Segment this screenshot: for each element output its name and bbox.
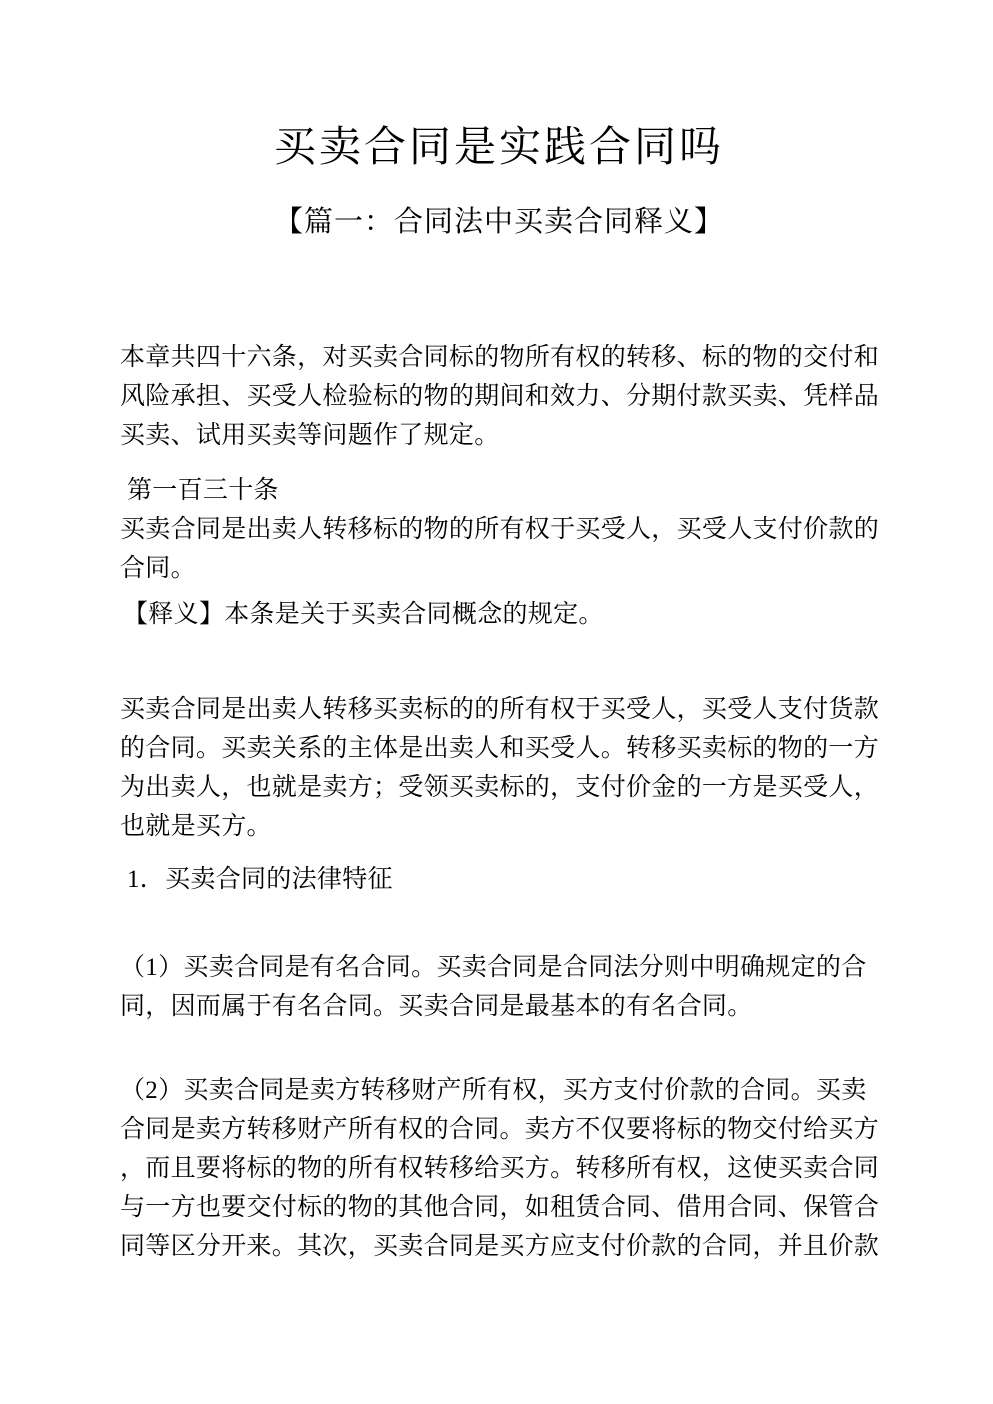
text-line: 买卖合同是出卖人转移标的物的所有权于买受人，买受人支付价款的 (120, 516, 880, 543)
text-line: 同，因而属于有名合同。买卖合同是最基本的有名合同。 (120, 993, 753, 1020)
text-line: 第一百三十条 (127, 477, 279, 504)
paragraph-intro (120, 338, 878, 455)
page-title: 买卖合同是实践合同吗 (273, 125, 724, 171)
text-line: 【释义】本条是关于买卖合同概念的规定。 (123, 601, 604, 628)
text-line: 本章共四十六条，对买卖合同标的物所有权的转移、标的物的交付和 (120, 344, 880, 371)
text-line: 买卖、试用买卖等问题作了规定。 (120, 422, 500, 449)
text-line: 与一方也要交付标的物的其他合同，如租赁合同、借用合同、保管合 (120, 1194, 880, 1221)
text-line: 风险承担、买受人检验标的物的期间和效力、分期付款买卖、凭样品 (120, 383, 880, 410)
paragraph-article-definition (120, 510, 878, 588)
text-line: 买卖合同是出卖人转移买卖标的的所有权于买受人，买受人支付货款 (120, 696, 880, 723)
section-heading (120, 860, 878, 899)
text-line: 合同是卖方转移财产所有权的合同。卖方不仅要将标的物交付给买方 (120, 1116, 880, 1143)
paragraph-feature-point-2 (120, 1071, 878, 1266)
text-line: 也就是买方。 (120, 813, 272, 840)
text-line: 合同。 (120, 555, 196, 582)
text-line: （1）买卖合同是有名合同。买卖合同是合同法分则中明确规定的合 (120, 954, 867, 981)
paragraph-annotation-note (120, 595, 878, 634)
paragraph-feature-point-1 (120, 948, 878, 1026)
document-content (0, 120, 993, 1266)
text-line: （2）买卖合同是卖方转移财产所有权，买方支付价款的合同。买卖 (120, 1077, 867, 1104)
text-line: ，而且要将标的物的所有权转移给买方。转移所有权，这使买卖合同 (120, 1155, 880, 1182)
text-line: 为出卖人，也就是卖方；受领买卖标的，支付价金的一方是买受人， (120, 774, 880, 801)
page-subtitle: 【篇一：合同法中买卖合同释义】 (273, 206, 724, 238)
paragraph-definition-expansion (120, 690, 878, 846)
text-line: 同等区分开来。其次，买卖合同是买方应支付价款的合同，并且价款 (120, 1233, 880, 1260)
article-number-line (120, 471, 878, 510)
text-line: 1．买卖合同的法律特征 (127, 866, 393, 893)
text-line: 的合同。买卖关系的主体是出卖人和买受人。转移买卖标的物的一方 (120, 735, 880, 762)
